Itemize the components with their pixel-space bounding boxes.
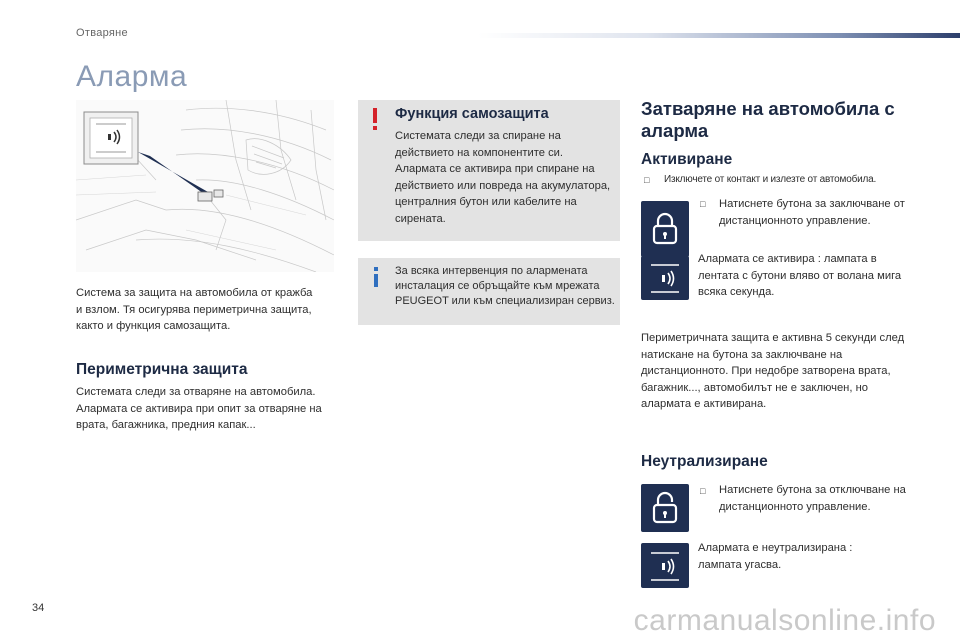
deactivation-heading: Неутрализиране: [641, 453, 768, 470]
self-protection-heading: Функция самозащита: [395, 106, 549, 122]
section-label: Отваряне: [76, 27, 128, 39]
deactivation-result: Алармата е неутрализирана : лампата угасва.: [698, 542, 853, 571]
self-protection-text: Системата следи за спиране на действието на компонентите си. Алармата се активира при спиране на действието или повреда на акумулатора, централния бутон или кабелите на сирената.: [395, 130, 611, 225]
self-protection-box: [358, 100, 620, 241]
bullet-marker: □: [700, 199, 706, 209]
page-title: Аларма: [76, 60, 188, 93]
bullet-marker: □: [644, 175, 650, 185]
padlock-closed-icon: [650, 212, 680, 246]
info-box: [358, 258, 620, 325]
perimeter-text: Системата следи за отваряне на автомобила. Алармата се активира при опит за отваряне на врата, багажника, предния капак...: [76, 386, 322, 431]
bullet-marker: □: [700, 486, 706, 496]
alarm-led-icon: [645, 547, 685, 585]
alarm-indicator-tile: [641, 256, 689, 300]
watermark: carmanualsonline.info: [633, 604, 936, 637]
info-text: За всяка интервенция по алармената инсталация се обръщайте към мрежата PEUGEOT или към специализиран сервиз.: [395, 265, 615, 307]
perimeter-heading: Периметрична защита: [76, 361, 248, 378]
deactivation-step1: Натиснете бутона за отключване на дистанционното управление.: [719, 484, 906, 513]
info-icon: [370, 266, 382, 288]
page-number: 34: [32, 602, 45, 614]
activation-note: Периметричната защита е активна 5 секунди след натискане на бутона за заключване на дистанционното. При недобре затворена врата, багажник..., автомобилът не е заключен, но алармата е активирана.: [641, 332, 905, 410]
lock-key-tile: [641, 201, 689, 257]
header-divider: [478, 33, 960, 38]
intro-text: Система за защита на автомобила от кражба и взлом. Тя осигурява периметрична защита, както и функция самозащита.: [76, 287, 313, 332]
padlock-open-icon: [650, 491, 680, 525]
alarm-led-icon: [645, 259, 685, 297]
activation-heading: Активиране: [641, 151, 733, 168]
warning-icon: [366, 106, 384, 132]
locking-heading: Затваряне на автомобила с аларма: [641, 98, 895, 141]
dashboard-sketch: [76, 100, 334, 272]
activation-step2: Натиснете бутона за заключване от дистанционното управление.: [719, 198, 905, 227]
alarm-indicator-tile: [641, 543, 689, 588]
activation-result: Алармата се активира : лампата в лентата с бутони вляво от волана мига всяка секунда.: [698, 253, 902, 298]
unlock-key-tile: [641, 484, 689, 532]
activation-step1: Изключете от контакт и излезте от автомобила.: [664, 174, 877, 185]
dashboard-illustration: [76, 100, 334, 272]
